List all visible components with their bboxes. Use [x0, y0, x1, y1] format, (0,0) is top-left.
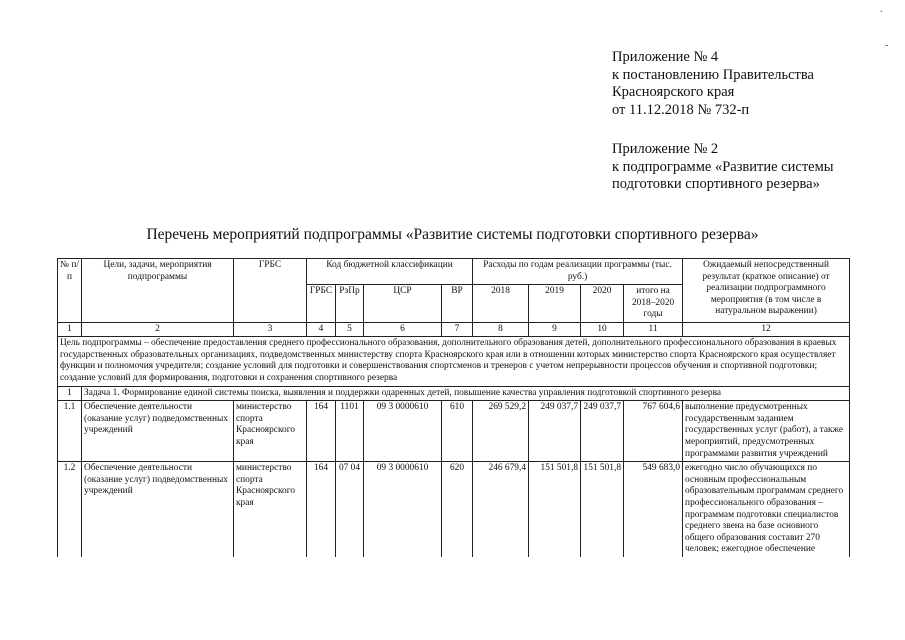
- row-result: выполнение предусмотренных государственным заданием государственных услуг (работ), а также мероприятий, предусмотренных программами развития учреждений: [683, 401, 850, 462]
- column-number: 1: [58, 323, 82, 337]
- row-csr: 09 3 0000610: [364, 462, 442, 557]
- column-number: 12: [683, 323, 850, 337]
- task-text: Задача 1. Формирование единой системы поиска, выявления и поддержки одаренных детей, повышение качества управления подготовкой спортивного резерва: [82, 386, 850, 401]
- column-number-row: [58, 323, 850, 337]
- column-number: 7: [442, 323, 473, 337]
- subheader-2019: 2019: [529, 285, 581, 323]
- annex-line: Приложение № 4: [612, 49, 719, 65]
- annex-line: Приложение № 2: [612, 141, 719, 157]
- subheader-grbs: ГРБС: [307, 285, 336, 323]
- scan-mark: -: [885, 40, 889, 51]
- column-number: 9: [529, 323, 581, 337]
- row-2018: 269 529,2: [473, 401, 529, 462]
- task-row: [58, 386, 850, 401]
- row-grbs: министерство спорта Красноярского края: [234, 401, 307, 462]
- row-total: 549 683,0: [624, 462, 683, 557]
- row-2018: 246 679,4: [473, 462, 529, 557]
- subheader-vr: ВР: [442, 285, 473, 323]
- subheader-2018: 2018: [473, 285, 529, 323]
- annex-line: к постановлению Правительства: [612, 66, 814, 83]
- subheader-total: итого на 2018–2020 годы: [624, 285, 683, 323]
- table-row: [58, 462, 850, 557]
- row-vr: 620: [442, 462, 473, 557]
- row-total: 767 604,6: [624, 401, 683, 462]
- header-goals: Цели, задачи, мероприятия подпрограммы: [82, 259, 234, 323]
- row-name: Обеспечение деятельности (оказание услуг) подведомственных учреждений: [82, 462, 234, 557]
- column-number: 4: [307, 323, 336, 337]
- scan-mark: .: [880, 4, 883, 15]
- row-2019: 249 037,7: [529, 401, 581, 462]
- column-number: 11: [624, 323, 683, 337]
- annex-line: подготовки спортивного резерва»: [612, 176, 820, 192]
- header-expenses: Расходы по годам реализации программы (тыс. руб.): [473, 259, 683, 285]
- annex-line: от 11.12.2018 № 732-п: [612, 101, 750, 118]
- header-grbs: ГРБС: [234, 259, 307, 323]
- table-row: [58, 401, 850, 462]
- measures-table: [57, 258, 850, 557]
- row-2020: 151 501,8: [581, 462, 624, 557]
- column-number: 10: [581, 323, 624, 337]
- annex-line: к подпрограмме «Развитие системы: [612, 158, 834, 175]
- goal-row: [58, 337, 850, 386]
- header-num: № п/п: [58, 259, 82, 323]
- column-number: 5: [336, 323, 364, 337]
- row-2020: 249 037,7: [581, 401, 624, 462]
- row-num: 1.2: [58, 462, 82, 557]
- task-num: 1: [58, 386, 82, 401]
- row-code-grbs: 164: [307, 401, 336, 462]
- subheader-csr: ЦСР: [364, 285, 442, 323]
- header-result: Ожидаемый непосредственный результат (краткое описание) от реализации подпрограммного мероприятия (в том числе в натуральном выражении): [683, 259, 850, 323]
- header-budget-code: Код бюджетной классификации: [307, 259, 473, 285]
- annex-block-2: [612, 141, 834, 194]
- row-code-grbs: 164: [307, 462, 336, 557]
- subheader-rzpr: РзПр: [336, 285, 364, 323]
- column-number: 2: [82, 323, 234, 337]
- subheader-2020: 2020: [581, 285, 624, 323]
- row-name: Обеспечение деятельности (оказание услуг) подведомственных учреждений: [82, 401, 234, 462]
- row-rzpr: 07 04: [336, 462, 364, 557]
- row-vr: 610: [442, 401, 473, 462]
- page-title: Перечень мероприятий подпрограммы «Развитие системы подготовки спортивного резерва»: [146, 226, 759, 243]
- row-rzpr: 1101: [336, 401, 364, 462]
- annex-line: Красноярского края: [612, 84, 735, 100]
- column-number: 8: [473, 323, 529, 337]
- row-csr: 09 3 0000610: [364, 401, 442, 462]
- header-row: [58, 259, 850, 285]
- row-2019: 151 501,8: [529, 462, 581, 557]
- column-number: 3: [234, 323, 307, 337]
- column-number: 6: [364, 323, 442, 337]
- row-result: ежегодно число обучающихся по основным профессиональным образовательным программам среднего профессионального образования – программам подготовки специалистов среднего звена на базе основного общего образования составит 270 человек; ежегодное обеспечение: [683, 462, 850, 557]
- row-grbs: министерство спорта Красноярского края: [234, 462, 307, 557]
- goal-text: Цель подпрограммы – обеспечение предоставления среднего профессионального образования, дополнительного образования детей, дополнительного профессионального образования в краевых государственных образовательных организациях, подведомственных министерству спорта Красноярского края или в отношении которых министерство спорта Красноярского края осуществляет функции и полномочия учредителя; создание условий для подготовки и совершенствования спортсменов и тренеров с учетом непрерывности процессов обучения и спортивной подготовки; создание условий для формирования, подготовки и сохранения спортивного резерва: [58, 337, 850, 386]
- row-num: 1.1: [58, 401, 82, 462]
- annex-block-4: [612, 49, 814, 119]
